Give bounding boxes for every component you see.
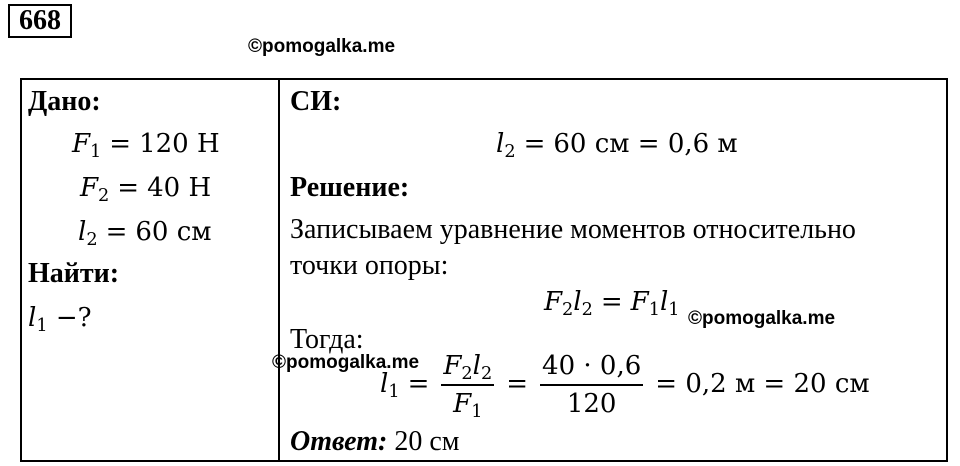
- find-header: Найти:: [28, 258, 120, 289]
- find-line: $l_1$ −?: [28, 303, 92, 336]
- given-line-f2: $F_2 = 40$ Н: [80, 173, 212, 206]
- si-header: СИ:: [290, 86, 342, 117]
- answer-line: Ответ: 20 см: [290, 426, 460, 457]
- si-line: $l_2 = 60$ см = 0,6 м: [496, 129, 738, 162]
- fraction-symbolic: $\frac{F_2l_2}{F_1}$: [443, 351, 493, 422]
- given-header: Дано:: [28, 86, 101, 117]
- column-divider: [278, 80, 280, 460]
- watermark-top: ©pomogalka.me: [248, 36, 396, 57]
- given-line-f1: $F_1 = 120$ Н: [72, 129, 220, 162]
- fraction-numeric: $\frac{40 \cdot 0,6}{120}$: [542, 351, 642, 419]
- solution-text-line2: точки опоры:: [290, 250, 449, 281]
- given-line-l2: $l_2 = 60$ см: [78, 217, 212, 250]
- moment-equation: $F_2l_2 = F_1l_1$: [544, 287, 680, 320]
- result-equation: $l_1$ = $\frac{F_2l_2}{F_1}$ = $\frac{40 \cdot 0,6}{120}$ = 0,2 м = 20 см: [380, 351, 870, 422]
- then-label: Тогда:: [290, 324, 364, 355]
- problem-number: 668: [8, 4, 72, 38]
- solution-text-line1: Записываем уравнение моментов относительно: [290, 214, 856, 245]
- watermark-equation: ©pomogalka.me: [688, 308, 836, 329]
- solution-header: Решение:: [290, 172, 410, 203]
- watermark-middle: ©pomogalka.me: [272, 352, 420, 373]
- solution-table: [20, 78, 948, 462]
